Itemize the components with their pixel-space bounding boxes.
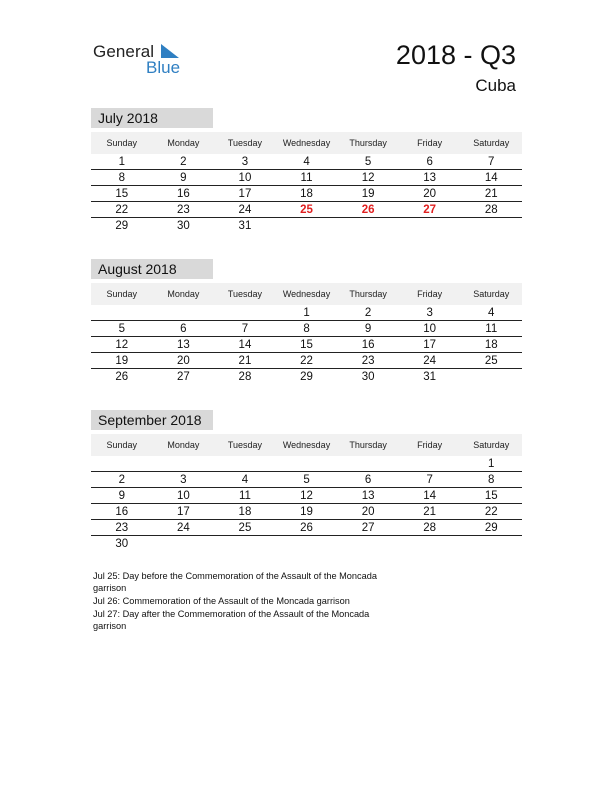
day-cell: 20 (361, 506, 375, 518)
day-cell: 4 (488, 307, 495, 319)
day-cell: 3 (426, 307, 433, 319)
day-cell: 29 (484, 522, 498, 534)
holiday-day-cell: 25 (300, 204, 313, 216)
day-cell: 10 (423, 323, 437, 335)
day-cell: 31 (238, 220, 252, 232)
day-cell (337, 456, 399, 471)
day-cell (337, 218, 399, 233)
day-cell: 11 (238, 490, 251, 502)
day-cell: 11 (485, 323, 498, 335)
day-cell: 13 (361, 490, 375, 502)
month-label: August 2018 (91, 259, 213, 279)
day-cell: 29 (300, 371, 313, 383)
day-cell: 15 (300, 339, 313, 351)
week-row (91, 520, 522, 536)
day-cell: 22 (300, 355, 313, 367)
day-cell: 20 (176, 355, 190, 367)
day-cell (399, 456, 461, 471)
day-cell: 30 (115, 538, 129, 550)
day-cell: 27 (361, 522, 375, 534)
day-cell (153, 456, 215, 471)
weekday-header: Tuesday (227, 440, 263, 450)
day-cell: 19 (115, 355, 129, 367)
day-cell: 18 (484, 339, 498, 351)
day-cell: 1 (488, 458, 495, 470)
day-cell: 28 (238, 371, 252, 383)
day-cell: 18 (300, 188, 313, 200)
holiday-day-cell: 27 (423, 204, 437, 216)
day-cell: 24 (238, 204, 252, 216)
day-cell: 15 (115, 188, 129, 200)
day-cell (460, 536, 522, 551)
day-cell: 14 (423, 490, 437, 502)
day-cell: 14 (238, 339, 252, 351)
day-cell: 14 (484, 172, 498, 184)
weekday-header: Tuesday (227, 138, 263, 148)
weekday-header: Sunday (106, 289, 138, 299)
day-cell: 18 (238, 506, 252, 518)
week-row (91, 218, 522, 233)
day-cell: 24 (176, 522, 190, 534)
weekday-header: Monday (167, 440, 200, 450)
day-cell: 7 (488, 156, 495, 168)
week-row (91, 170, 522, 186)
week-row (91, 488, 522, 504)
week-row (91, 369, 522, 384)
day-cell: 4 (303, 156, 310, 168)
day-cell: 2 (364, 307, 372, 319)
day-cell: 12 (361, 172, 375, 184)
weekday-header: Tuesday (227, 289, 263, 299)
brand-logo (93, 40, 203, 80)
day-cell: 11 (300, 172, 313, 184)
week-row (91, 321, 522, 337)
day-cell: 2 (118, 474, 125, 486)
month-label: July 2018 (91, 108, 213, 128)
month-july (91, 108, 522, 233)
weekday-header: Friday (417, 138, 443, 148)
day-cell (276, 456, 338, 471)
day-cell: 21 (423, 506, 437, 518)
day-cell: 29 (115, 220, 129, 232)
weekday-header: Thursday (349, 138, 387, 148)
weekday-header: Sunday (106, 138, 138, 148)
day-cell: 15 (484, 490, 498, 502)
weekday-header: Friday (417, 440, 443, 450)
day-cell: 27 (176, 371, 190, 383)
day-cell: 16 (361, 339, 375, 351)
week-row (91, 504, 522, 520)
page-title: 2018 - Q3 (395, 40, 516, 70)
week-row (91, 472, 522, 488)
weekday-header: Thursday (349, 289, 387, 299)
day-cell: 9 (180, 172, 187, 184)
weekday-header: Friday (417, 289, 443, 299)
holiday-notes (93, 570, 393, 633)
holiday-note: Jul 27: Day after the Commemoration of the Assault of the Moncada garrison (93, 608, 370, 632)
day-cell: 5 (364, 156, 372, 168)
day-cell: 8 (118, 172, 125, 184)
day-cell (399, 218, 461, 233)
day-cell: 7 (426, 474, 433, 486)
weekday-header: Sunday (106, 440, 138, 450)
week-row (91, 305, 522, 321)
weekday-header-row (91, 132, 522, 154)
week-row (91, 186, 522, 202)
weekday-header-row (91, 434, 522, 456)
brand-general-text: General (93, 42, 155, 61)
day-cell (276, 536, 338, 551)
day-cell: 6 (180, 323, 187, 335)
day-cell: 31 (423, 371, 437, 383)
day-cell: 26 (115, 371, 129, 383)
day-cell: 28 (484, 204, 498, 216)
weekday-header: Saturday (473, 138, 510, 148)
day-cell: 26 (300, 522, 313, 534)
weekday-header: Wednesday (282, 289, 331, 299)
day-cell (91, 456, 153, 471)
day-cell (153, 536, 215, 551)
day-cell: 2 (180, 156, 187, 168)
day-cell (337, 536, 399, 551)
day-cell: 9 (364, 323, 372, 335)
day-cell: 21 (238, 355, 252, 367)
day-cell: 25 (238, 522, 252, 534)
day-cell: 12 (300, 490, 313, 502)
week-row (91, 353, 522, 369)
weekday-header: Monday (167, 289, 200, 299)
day-cell: 16 (176, 188, 190, 200)
day-cell: 16 (115, 506, 129, 518)
day-cell: 6 (364, 474, 372, 486)
week-row (91, 536, 522, 551)
day-cell (460, 218, 522, 233)
day-cell (276, 218, 338, 233)
day-cell: 12 (115, 339, 129, 351)
weekday-header: Monday (167, 138, 200, 148)
day-cell: 17 (423, 339, 437, 351)
weekday-header: Saturday (473, 289, 510, 299)
week-row (91, 456, 522, 472)
day-cell (91, 305, 153, 320)
week-row (91, 154, 522, 170)
day-cell: 19 (361, 188, 375, 200)
day-cell: 25 (484, 355, 498, 367)
day-cell: 3 (241, 156, 249, 168)
day-cell: 30 (361, 371, 375, 383)
holiday-day-cell: 26 (361, 204, 375, 216)
day-cell (153, 305, 215, 320)
day-cell: 17 (176, 506, 190, 518)
day-cell: 5 (118, 323, 125, 335)
day-cell (214, 536, 276, 551)
day-cell: 19 (300, 506, 313, 518)
day-cell (399, 536, 461, 551)
day-cell: 30 (176, 220, 190, 232)
day-cell: 10 (176, 490, 190, 502)
day-cell: 9 (118, 490, 125, 502)
day-cell: 7 (241, 323, 249, 335)
week-row (91, 202, 522, 218)
day-cell: 22 (115, 204, 129, 216)
weekday-header: Wednesday (282, 138, 331, 148)
day-cell: 8 (303, 323, 310, 335)
month-september (91, 410, 522, 551)
day-cell: 22 (484, 506, 498, 518)
day-cell: 6 (426, 156, 433, 168)
weekday-header: Saturday (473, 440, 510, 450)
day-cell: 8 (488, 474, 495, 486)
weekday-header-row (91, 283, 522, 305)
day-cell: 20 (423, 188, 437, 200)
day-cell: 24 (423, 355, 437, 367)
day-cell: 1 (303, 307, 310, 319)
holiday-note: Jul 25: Day before the Commemoration of the Assault of the Moncada garrison (93, 571, 377, 594)
day-cell: 5 (303, 474, 310, 486)
day-cell (460, 369, 522, 384)
country-name: Cuba (475, 76, 516, 95)
weekday-header: Thursday (349, 440, 387, 450)
day-cell: 3 (180, 474, 187, 486)
day-cell (214, 456, 276, 471)
day-cell: 28 (423, 522, 437, 534)
day-cell: 23 (176, 204, 190, 216)
day-cell (214, 305, 276, 320)
brand-blue-text: Blue (146, 58, 181, 77)
day-cell: 23 (361, 355, 375, 367)
week-row (91, 337, 522, 353)
day-cell: 4 (241, 474, 249, 486)
holiday-note: Jul 26: Commemoration of the Assault of the Moncada garrison (93, 596, 350, 607)
day-cell: 10 (238, 172, 252, 184)
day-cell: 21 (484, 188, 498, 200)
month-label: September 2018 (91, 410, 213, 430)
weekday-header: Wednesday (282, 440, 331, 450)
month-august (91, 259, 522, 384)
day-cell: 13 (423, 172, 437, 184)
brand-triangle-icon (161, 44, 179, 58)
day-cell: 1 (118, 156, 125, 168)
day-cell: 13 (176, 339, 190, 351)
day-cell: 23 (115, 522, 129, 534)
day-cell: 17 (238, 188, 252, 200)
